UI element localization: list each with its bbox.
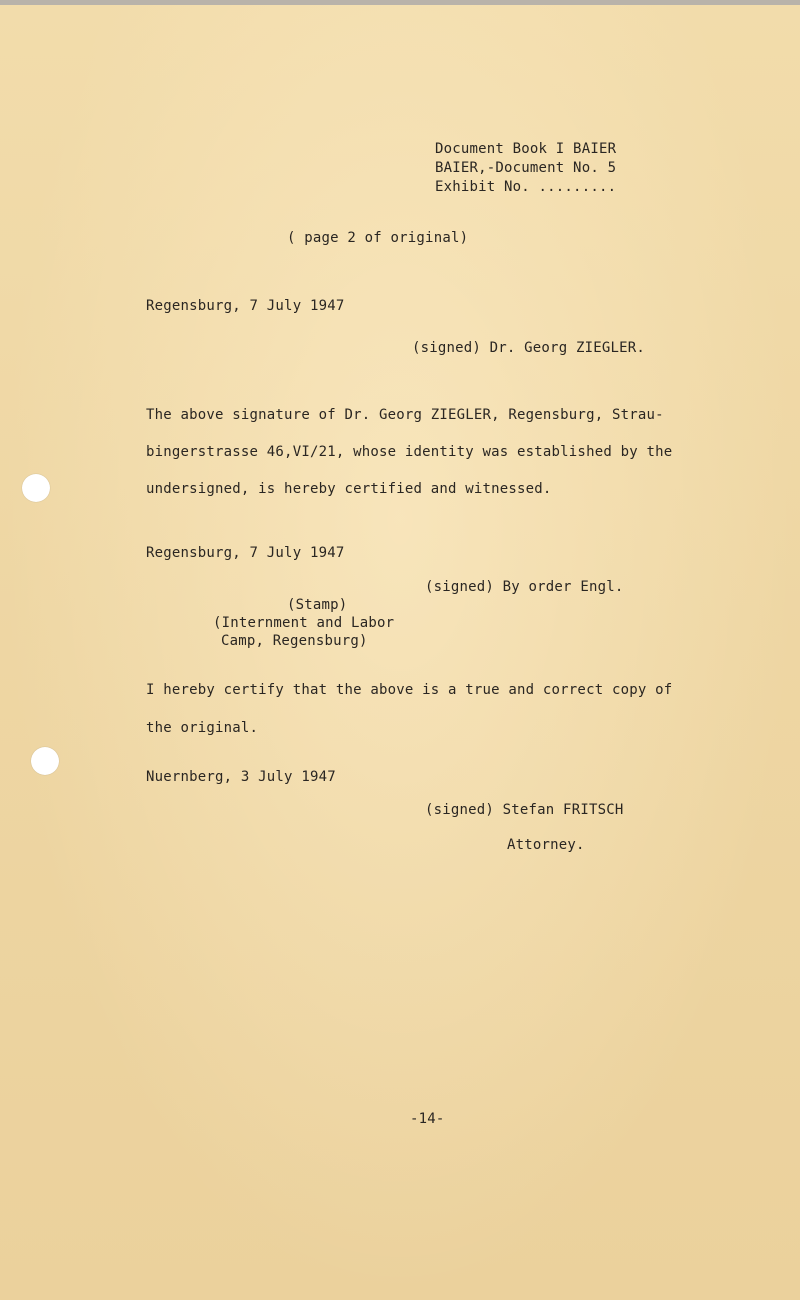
punch-hole-bottom bbox=[31, 747, 59, 775]
scan-edge bbox=[0, 0, 800, 5]
certification-line-1: The above signature of Dr. Georg ZIEGLER, Regensburg, Strau- bbox=[146, 407, 664, 423]
header-line-2: BAIER,-Document No. 5 bbox=[435, 160, 617, 176]
header-line-3: Exhibit No. ......... bbox=[435, 179, 617, 195]
page-number: -14- bbox=[410, 1111, 445, 1127]
attorney-title: Attorney. bbox=[507, 837, 585, 853]
stamp-line-2: (Internment and Labor bbox=[213, 615, 395, 631]
copy-certification-line-2: the original. bbox=[146, 720, 259, 736]
signature-3: (signed) Stefan FRITSCH bbox=[425, 802, 624, 818]
date-place-2: Regensburg, 7 July 1947 bbox=[146, 545, 345, 561]
signature-1: (signed) Dr. Georg ZIEGLER. bbox=[412, 340, 645, 356]
date-place-3: Nuernberg, 3 July 1947 bbox=[146, 769, 336, 785]
certification-line-3: undersigned, is hereby certified and witnessed. bbox=[146, 481, 552, 497]
stamp-line-1: (Stamp) bbox=[287, 597, 348, 613]
punch-hole-top bbox=[22, 474, 50, 502]
signature-2: (signed) By order Engl. bbox=[425, 579, 624, 595]
copy-certification-line-1: I hereby certify that the above is a true and correct copy of bbox=[146, 682, 673, 698]
date-place-1: Regensburg, 7 July 1947 bbox=[146, 298, 345, 314]
certification-line-2: bingerstrasse 46,VI/21, whose identity was established by the bbox=[146, 444, 673, 460]
stamp-line-3: Camp, Regensburg) bbox=[221, 633, 368, 649]
page-of-original-note: ( page 2 of original) bbox=[287, 230, 469, 246]
header-line-1: Document Book I BAIER bbox=[435, 141, 617, 157]
